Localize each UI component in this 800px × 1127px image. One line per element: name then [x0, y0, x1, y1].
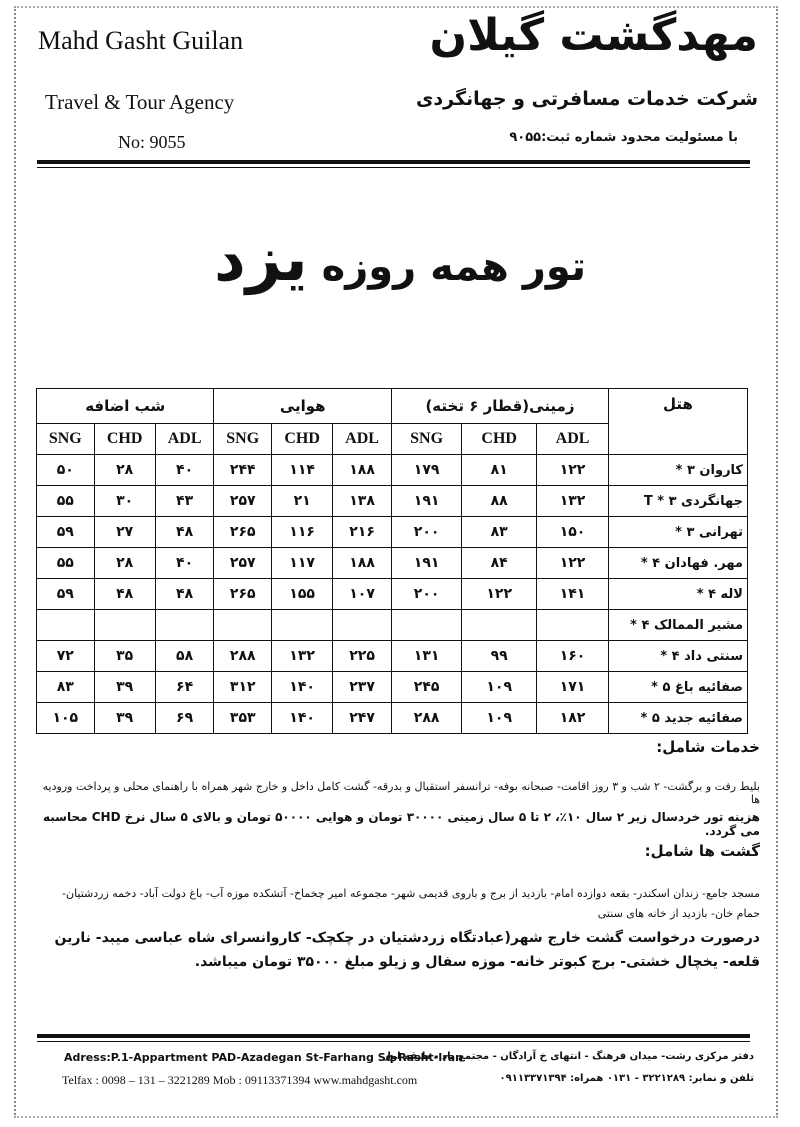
land-chd-cell: ۸۳: [462, 517, 537, 548]
page-title: [0, 222, 800, 295]
air-sng-cell: ۲۸۸: [214, 641, 272, 672]
services-text: بلیط رفت و برگشت- ۲ شب و ۳ روز اقامت- صبحانه بوفه- ترانسفر استقبال و بدرقه- گشت کامل داخل و خارج شهر همراه با راهنمای محلی و پرداخت ورودیه ها: [42, 780, 760, 806]
table-row: [37, 455, 748, 486]
hotel-name-cell: صفائیه باغ ۵ *: [609, 672, 748, 703]
tours-heading: گشت ها شامل:: [644, 842, 760, 860]
extra-sng-cell: ۱۰۵: [37, 703, 95, 734]
land-sng-cell: ۲۰۰: [391, 517, 461, 548]
air-chd-cell: ۱۴۰: [272, 672, 333, 703]
table-row: [37, 548, 748, 579]
hotel-name-cell: کاروان ۳ *: [609, 455, 748, 486]
land-chd-cell: ۸۴: [462, 548, 537, 579]
extra-sng-cell: ۵۵: [37, 548, 95, 579]
air-sng-cell: ۳۱۲: [214, 672, 272, 703]
land-chd-cell: ۱۰۹: [462, 703, 537, 734]
header-divider-thin: [37, 167, 750, 168]
hotel-name-cell: جهانگردی ۳ * T: [609, 486, 748, 517]
extra-chd-cell: ۳۵: [94, 641, 155, 672]
land-adl-cell: ۱۷۱: [537, 672, 609, 703]
table-row: [37, 486, 748, 517]
extra-chd-cell: ۴۸: [94, 579, 155, 610]
land-adl-cell: [537, 610, 609, 641]
table-group-header-row: [37, 389, 748, 424]
air-chd-cell: ۱۱۴: [272, 455, 333, 486]
air-adl-cell: ۱۸۸: [333, 548, 392, 579]
air-adl-cell: ۲۳۷: [333, 672, 392, 703]
hotel-name-cell: مشیر الممالک ۴ *: [609, 610, 748, 641]
air-chd-cell: ۱۱۶: [272, 517, 333, 548]
land-chd-cell: ۹۹: [462, 641, 537, 672]
air-chd-cell: ۱۵۵: [272, 579, 333, 610]
air-sng-cell: ۲۵۷: [214, 486, 272, 517]
land-adl-cell: ۱۴۱: [537, 579, 609, 610]
footer-divider-thin: [37, 1041, 750, 1042]
land-chd-cell: ۱۰۹: [462, 672, 537, 703]
land-sng-cell: ۱۹۱: [391, 486, 461, 517]
header-divider: [37, 160, 750, 164]
land-sng-cell: ۲۸۸: [391, 703, 461, 734]
air-sng-cell: ۲۶۵: [214, 579, 272, 610]
col-adl: ADL: [155, 424, 214, 455]
hotel-name-cell: تهرانی ۳ *: [609, 517, 748, 548]
footer-divider: [37, 1034, 750, 1038]
extra-adl-cell: ۴۰: [155, 455, 214, 486]
land-sng-cell: ۲۰۰: [391, 579, 461, 610]
table-row: [37, 610, 748, 641]
land-sng-cell: ۱۹۱: [391, 548, 461, 579]
extra-sng-cell: ۵۹: [37, 579, 95, 610]
air-sng-cell: ۳۵۳: [214, 703, 272, 734]
extra-adl-cell: [155, 610, 214, 641]
air-chd-cell: [272, 610, 333, 641]
air-sng-cell: ۲۶۵: [214, 517, 272, 548]
group-air: هوایی: [214, 389, 391, 424]
extra-sng-cell: ۷۲: [37, 641, 95, 672]
air-chd-cell: ۱۱۷: [272, 548, 333, 579]
air-adl-cell: ۱۰۷: [333, 579, 392, 610]
land-sng-cell: [391, 610, 461, 641]
extra-adl-cell: ۴۰: [155, 548, 214, 579]
air-chd-cell: ۱۴۰: [272, 703, 333, 734]
air-sng-cell: ۲۵۷: [214, 548, 272, 579]
air-sng-cell: [214, 610, 272, 641]
col-sng: SNG: [391, 424, 461, 455]
hotel-name-cell: سنتی داد ۴ *: [609, 641, 748, 672]
col-sng: SNG: [37, 424, 95, 455]
land-adl-cell: ۱۶۰: [537, 641, 609, 672]
air-sng-cell: ۲۴۴: [214, 455, 272, 486]
extra-sng-cell: ۵۵: [37, 486, 95, 517]
address-en: Adress:P.1-Appartment PAD-Azadegan St-Farhang Sq-Rasht-Iran: [64, 1051, 463, 1064]
land-chd-cell: [462, 610, 537, 641]
title-prefix: تور همه روزه: [321, 244, 586, 290]
land-adl-cell: ۱۲۲: [537, 455, 609, 486]
extra-sng-cell: ۸۳: [37, 672, 95, 703]
hotel-name-cell: لاله ۴ *: [609, 579, 748, 610]
brand-name-en: Mahd Gasht Guilan: [38, 26, 244, 55]
extra-chd-cell: ۲۸: [94, 548, 155, 579]
contact-en: Telfax : 0098 – 131 – 3221289 Mob : 09113371394 www.mahdgasht.com: [62, 1073, 418, 1087]
col-sng: SNG: [214, 424, 272, 455]
land-chd-cell: ۸۱: [462, 455, 537, 486]
extra-chd-cell: ۳۹: [94, 703, 155, 734]
tours-text: مسجد جامع- زندان اسکندر- بقعه دوازده امام- بازدید از برج و باروی قدیمی شهر- مجموعه امیر چخماخ- آتشکده موزه آب- باغ دولت آباد- دخمه زردشتیان- حمام خان- بازدید از خانه های سنتی: [62, 887, 760, 920]
child-pricing-note: هزینه تور خردسال زیر ۲ سال ۱۰٪، ۲ تا ۵ سال زمینی ۳۰۰۰۰ تومان و هوایی ۵۰۰۰۰ تومان و بالای ۵ سال نرخ CHD محاسبه می گردد.: [43, 810, 760, 838]
title-city: یزد: [214, 222, 308, 295]
land-adl-cell: ۱۸۲: [537, 703, 609, 734]
table-row: [37, 703, 748, 734]
agency-type-fa: شرکت خدمات مسافرتی و جهانگردی: [416, 88, 758, 110]
air-adl-cell: [333, 610, 392, 641]
group-land: زمینی(قطار ۶ تخته): [391, 389, 608, 424]
air-chd-cell: ۱۳۲: [272, 641, 333, 672]
table-row: [37, 517, 748, 548]
col-chd: CHD: [272, 424, 333, 455]
extra-chd-cell: ۲۸: [94, 455, 155, 486]
brand-name-fa: مهدگشت گیلان: [429, 10, 758, 61]
contact-fa: تلفن و نمابر: ۳۲۲۱۲۸۹ - ۰۱۳۱ همراه: ۰۹۱۱۳۳۷۱۳۹۴: [499, 1073, 754, 1084]
optional-tour-text: درصورت درخواست گشت خارج شهر(عبادتگاه زردشتیان در چکچک- کاروانسرای شاه عباسی میبد- نارین قلعه- یخچال خشتی- برج کبوتر خانه- موزه سفال و زیلو مبلغ ۳۵۰۰۰ تومان میباشد.: [54, 930, 760, 970]
air-adl-cell: ۲۱۶: [333, 517, 392, 548]
services-heading: خدمات شامل:: [656, 738, 760, 756]
hotel-name-cell: مهر. فهادان ۴ *: [609, 548, 748, 579]
table-row: [37, 579, 748, 610]
col-adl: ADL: [537, 424, 609, 455]
extra-chd-cell: ۲۷: [94, 517, 155, 548]
extra-adl-cell: ۶۴: [155, 672, 214, 703]
table-row: [37, 672, 748, 703]
air-adl-cell: ۱۸۸: [333, 455, 392, 486]
extra-chd-cell: ۳۹: [94, 672, 155, 703]
land-sng-cell: ۲۴۵: [391, 672, 461, 703]
air-chd-cell: ۲۱: [272, 486, 333, 517]
land-sng-cell: ۱۳۱: [391, 641, 461, 672]
extra-sng-cell: ۵۹: [37, 517, 95, 548]
land-adl-cell: ۱۵۰: [537, 517, 609, 548]
extra-adl-cell: ۶۹: [155, 703, 214, 734]
land-chd-cell: ۸۸: [462, 486, 537, 517]
extra-chd-cell: [94, 610, 155, 641]
extra-adl-cell: ۴۸: [155, 517, 214, 548]
air-adl-cell: ۱۳۸: [333, 486, 392, 517]
extra-sng-cell: ۵۰: [37, 455, 95, 486]
table-row: [37, 641, 748, 672]
extra-adl-cell: ۵۸: [155, 641, 214, 672]
land-sng-cell: ۱۷۹: [391, 455, 461, 486]
col-chd: CHD: [462, 424, 537, 455]
address-fa: دفتر مرکزی رشت- میدان فرهنگ - انتهای خ آزادگان - مجتمع پاد - طبقه اول: [382, 1051, 754, 1062]
extra-adl-cell: ۴۳: [155, 486, 214, 517]
group-hotel: هتل: [609, 389, 748, 455]
extra-chd-cell: ۳۰: [94, 486, 155, 517]
group-extra-night: شب اضافه: [37, 389, 214, 424]
air-adl-cell: ۲۲۵: [333, 641, 392, 672]
registration-number-en: No: 9055: [118, 132, 186, 152]
col-chd: CHD: [94, 424, 155, 455]
registration-number-fa: با مسئولیت محدود شماره ثبت:۹۰۵۵: [509, 130, 738, 145]
land-adl-cell: ۱۲۲: [537, 548, 609, 579]
land-chd-cell: ۱۲۲: [462, 579, 537, 610]
extra-adl-cell: ۴۸: [155, 579, 214, 610]
air-adl-cell: ۲۴۷: [333, 703, 392, 734]
hotel-name-cell: صفائیه جدید ۵ *: [609, 703, 748, 734]
col-adl: ADL: [333, 424, 392, 455]
price-table: [36, 388, 748, 734]
land-adl-cell: ۱۳۲: [537, 486, 609, 517]
agency-type-en: Travel & Tour Agency: [45, 90, 235, 114]
extra-sng-cell: [37, 610, 95, 641]
